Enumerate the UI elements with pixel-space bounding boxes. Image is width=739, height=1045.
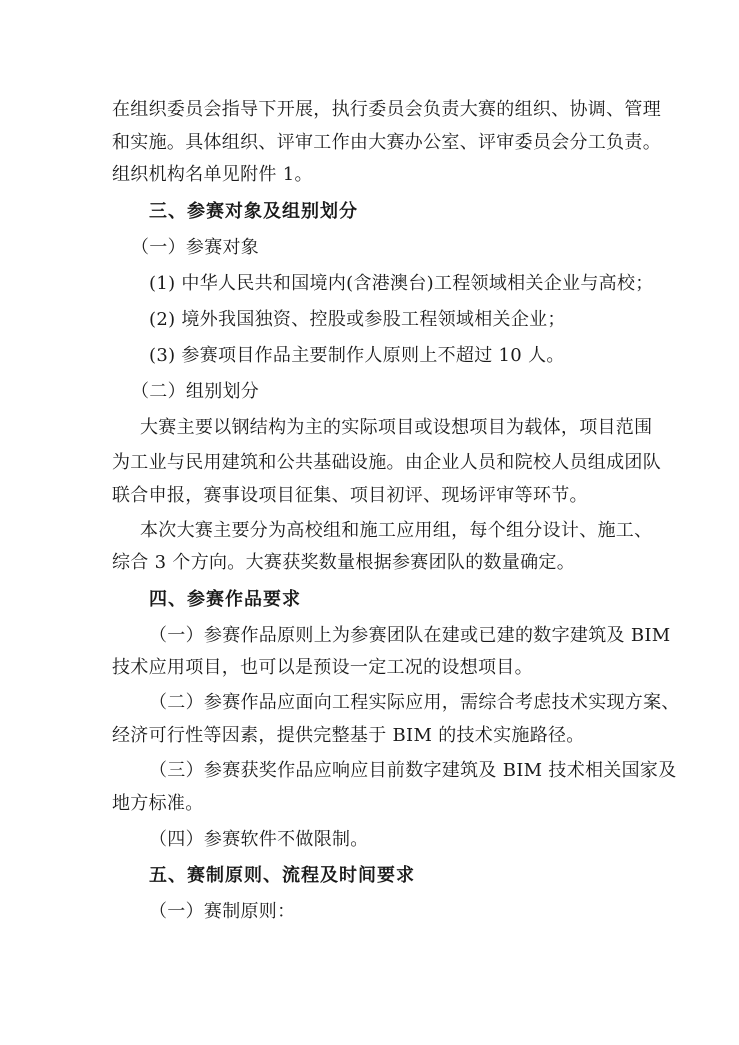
section-heading: 三、参赛对象及组别划分 xyxy=(149,201,358,222)
body-line: 联合申报，赛事设项目征集、项目初评、现场评审等环节。 xyxy=(112,485,588,506)
body-line: 地方标准。 xyxy=(112,793,204,814)
body-line: （三）参赛获奖作品应响应目前数字建筑及 BIM 技术相关国家及 xyxy=(149,760,677,781)
subsection-title: （一）参赛对象 xyxy=(131,237,260,258)
section-heading: 四、参赛作品要求 xyxy=(149,589,301,610)
body-line: 综合 3 个方向。大赛获奖数量根据参赛团队的数量确定。 xyxy=(112,552,575,573)
body-line: 经济可行性等因素，提供完整基于 BIM 的技术实施路径。 xyxy=(112,725,585,746)
body-line: 大赛主要以钢结构为主的实际项目或设想项目为载体，项目范围 xyxy=(140,417,653,438)
body-line: 为工业与民用建筑和公共基础设施。由企业人员和院校人员组成团队 xyxy=(112,452,661,473)
body-line: 本次大赛主要分为高校组和施工应用组，每个组分设计、施工、 xyxy=(140,520,653,541)
section-heading: 五、赛制原则、流程及时间要求 xyxy=(149,865,415,886)
body-line: （一）参赛作品原则上为参赛团队在建或已建的数字建筑及 BIM xyxy=(149,625,671,646)
list-item: (1) 中华人民共和国境内(含港澳台)工程领域相关企业与高校； xyxy=(149,273,654,294)
list-item: (3) 参赛项目作品主要制作人原则上不超过 10 人。 xyxy=(149,345,565,366)
list-item: (2) 境外我国独资、控股或参股工程领域相关企业； xyxy=(149,309,566,330)
body-line: （二）参赛作品应面向工程实际应用，需综合考虑技术实现方案、 xyxy=(149,692,680,713)
body-line: 组织机构名单见附件 1。 xyxy=(112,164,313,185)
body-line: 和实施。具体组织、评审工作由大赛办公室、评审委员会分工负责。 xyxy=(112,132,661,153)
body-line: 技术应用项目，也可以是预设一定工况的设想项目。 xyxy=(112,657,533,678)
body-line: 在组织委员会指导下开展，执行委员会负责大赛的组织、协调、管理 xyxy=(112,99,661,120)
subsection-title: （二）组别划分 xyxy=(131,381,260,402)
body-line: （四）参赛软件不做限制。 xyxy=(149,829,369,850)
subsection-title: （一）赛制原则： xyxy=(149,901,296,922)
